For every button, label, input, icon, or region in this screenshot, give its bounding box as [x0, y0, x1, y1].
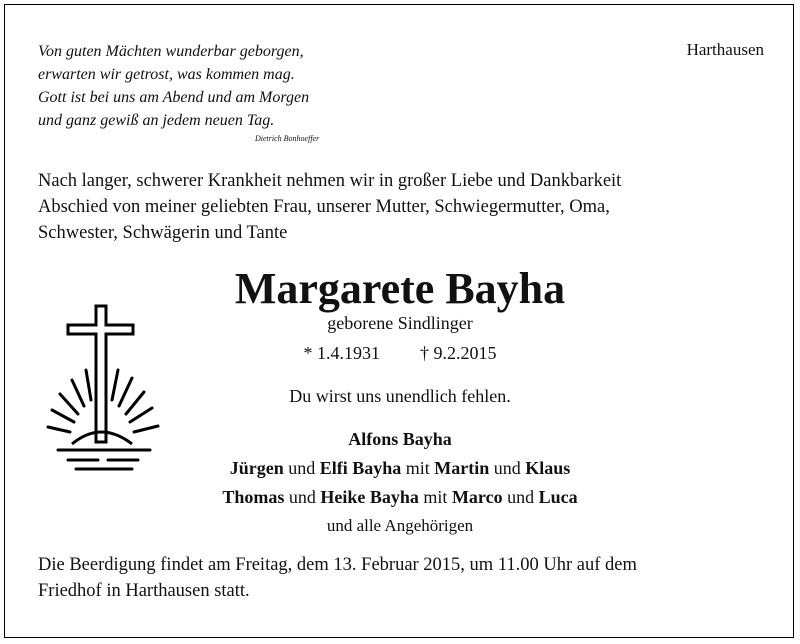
poem-line: und ganz gewiß an jedem neuen Tag.: [38, 112, 275, 129]
death-date: † 9.2.2015: [420, 343, 497, 363]
mourner-line: [0, 454, 800, 483]
motto: Du wirst uns unendlich fehlen.: [289, 386, 511, 406]
birth-date: * 1.4.1931: [303, 343, 380, 363]
mourner-name: Heike Bayha: [320, 487, 419, 507]
deceased-name: Margarete Bayha: [234, 264, 566, 313]
poem: [38, 40, 309, 132]
mourner-name: Alfons Bayha: [348, 429, 452, 449]
relatives-line: und alle Angehörigen: [326, 516, 474, 535]
intro-text: [38, 168, 754, 246]
mourner-name: Jürgen: [229, 458, 284, 478]
mourner-name: Martin: [434, 458, 490, 478]
mourner-name: Luca: [538, 487, 578, 507]
intro-line: Abschied von meiner geliebten Frau, unserer Mutter, Schwiegermutter, Oma,: [38, 197, 610, 217]
mourner-name: Klaus: [525, 458, 571, 478]
connector: und: [489, 458, 526, 478]
life-dates: [0, 343, 800, 364]
poem-author: Dietrich Bonhoeffer: [255, 134, 320, 143]
mourner-name: Thomas: [222, 487, 285, 507]
mourner-line: [0, 425, 800, 454]
connector: und: [283, 458, 320, 478]
connector: mit: [401, 458, 435, 478]
poem-line: Von guten Mächten wunderbar geborgen,: [38, 43, 304, 60]
location-label: Harthausen: [686, 40, 764, 59]
connector: und: [502, 487, 539, 507]
poem-line: erwarten wir getrost, was kommen mag.: [38, 66, 295, 83]
funeral-notice: [38, 552, 754, 604]
intro-line: Nach langer, schwerer Krankheit nehmen wir in großer Liebe und Dankbarkeit: [38, 171, 622, 191]
funeral-line: Die Beerdigung findet am Freitag, dem 13. Februar 2015, um 11.00 Uhr auf dem: [38, 555, 637, 575]
birth-name: geborene Sindlinger: [327, 313, 473, 333]
poem-line: Gott ist bei uns am Abend und am Morgen: [38, 89, 310, 106]
connector: mit: [418, 487, 452, 507]
funeral-line: Friedhof in Harthausen statt.: [38, 581, 250, 601]
mourner-name: Elfi Bayha: [319, 458, 402, 478]
mourner-line: [0, 483, 800, 512]
mourner-name: Marco: [451, 487, 503, 507]
connector: und: [284, 487, 321, 507]
intro-line: Schwester, Schwägerin und Tante: [38, 223, 288, 243]
